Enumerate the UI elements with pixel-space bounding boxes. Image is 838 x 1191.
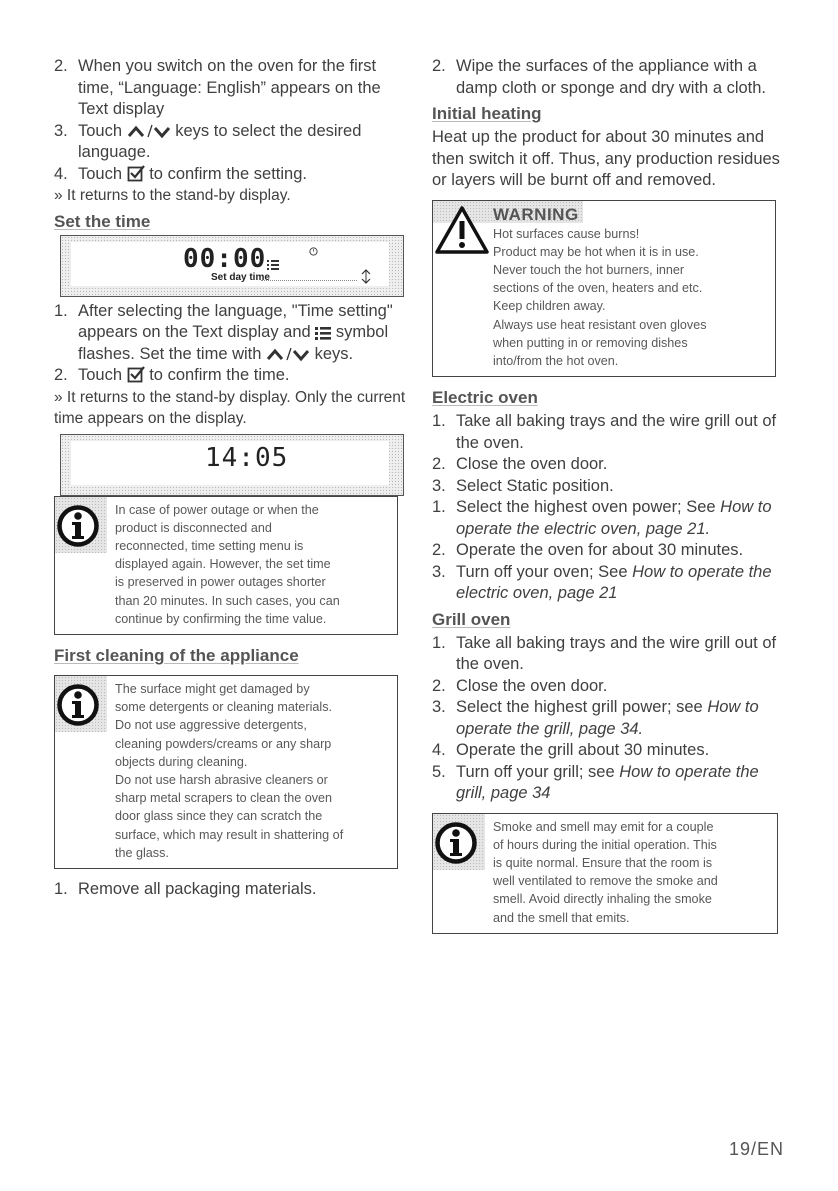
clean-step-2 [432,56,784,99]
step-text: Close the oven door. [456,676,608,695]
info-note-cleaning [54,675,398,869]
page-reference[interactable]: How to operate the electric oven, page 21 [456,562,772,603]
note-line: than 20 minutes. In such cases, you can [115,593,340,608]
warning-title: WARNING [493,204,579,224]
display-current-time [60,434,404,496]
electric-oven-heading: Electric oven [432,388,538,408]
note-line: well ventilated to remove the smoke and [493,874,718,889]
clock-icon [309,247,318,256]
grill-step [432,762,784,805]
step-text: Operate the grill about 30 minutes. [456,741,710,760]
grill-step [432,676,784,698]
electric-step [432,454,784,476]
info-note-smoke [432,813,778,934]
grill-step [432,633,784,676]
right-column [432,56,784,944]
step-text-pre: Touch [78,121,123,140]
info-icon [57,505,99,547]
warning-line: when putting in or removing dishes [493,335,688,350]
note-line: The surface might get damaged by [115,681,310,696]
warning-line: Keep children away. [493,299,606,314]
display-time-readout: 00:00 [183,243,267,274]
first-cleaning-heading: First cleaning of the appliance [54,645,299,665]
step-number: 1. [54,301,68,320]
display-screen [71,441,389,485]
step-number: 1. [432,633,446,652]
step-text-post: to confirm the setting. [149,164,307,183]
info-icon [57,684,99,726]
set-time-heading: Set the time [54,211,151,231]
note-line: Do not use aggressive detergents, [115,718,307,733]
note-line: some detergents or cleaning materials. [115,700,333,715]
step-number: 1. [432,498,446,517]
step-text: Take all baking trays and the wire grill out of the oven. [456,633,777,674]
electric-step [432,562,784,605]
step-number: 1. [54,879,68,898]
set-result: » It returns to the stand-by display. Only the current time appears on the display. [54,388,406,427]
note-line: door glass since they can scratch the [115,809,323,824]
step-number: 2. [432,57,446,75]
step-text-post: to confirm the time. [149,366,290,384]
note-line: Do not use harsh abrasive cleaners or [115,772,328,787]
up-down-keys-icon [266,346,310,362]
note-line: In case of power outage or when the [115,502,319,517]
page-reference[interactable]: How to operate the grill, page 34 [456,762,759,803]
warning-line: Product may be hot when it is in use. [493,244,699,259]
initial-heating-heading: Initial heating [432,104,542,123]
initial-heating-text: Heat up the product for about 30 minutes and then switch it off. Thus, any production residues or layers will be burnt off and removed. [432,128,780,189]
step-text: Select the highest oven power; See [456,498,721,517]
step-number: 3. [54,121,68,140]
electric-step [432,476,784,498]
note-line: reconnected, time setting menu is [115,538,304,553]
step-text: Operate the oven for about 30 minutes. [456,541,744,560]
step-number: 2. [54,366,68,384]
note-line: is quite normal. Ensure that the room is [493,856,713,871]
display-time-readout: 14:05 [205,442,289,473]
electric-step [432,540,784,562]
warning-line: sections of the oven, heaters and etc. [493,281,703,296]
page-reference[interactable]: How to operate the electric oven, page 21. [456,498,772,538]
step-number: 4. [54,164,68,183]
up-down-arrow-icon [361,269,371,284]
step-text-pre: Touch [78,366,123,384]
step-number: 5. [432,762,446,781]
note-line: and the smell that emits. [493,910,630,925]
step-text: Select Static position. [456,476,614,495]
step-text-post: keys to select the desired language. [78,121,362,161]
step-text: Remove all packaging materials. [78,879,317,898]
note-line: Smoke and smell may emit for a couple [493,819,714,834]
step-number: 2. [432,455,446,474]
note-line: objects during cleaning. [115,754,248,769]
page-number: 19/EN [728,1139,784,1159]
warning-line: into/from the hot oven. [493,353,619,368]
step-text-pre: Touch [78,164,123,183]
intro-step-3 [54,121,412,164]
warning-line: Hot surfaces cause burns! [493,226,640,241]
warning-line: Always use heat resistant oven gloves [493,317,707,332]
step-text-a: After selecting the language, "Time setting" appears on the Text display and [78,301,393,341]
list-symbol-icon [267,260,279,270]
step-number: 3. [432,476,446,495]
intro-result: » It returns to the stand-by display. [54,187,291,204]
step-number: 4. [432,741,446,760]
note-line: of hours during the initial operation. This [493,837,717,852]
list-symbol-icon [315,326,331,340]
step-text: Take all baking trays and the wire grill out of the oven. [456,412,777,452]
note-line: continue by confirming the time value. [115,611,327,626]
info-icon [435,822,477,864]
step-text: Close the oven door. [456,455,608,474]
grill-step [432,740,784,762]
up-down-keys-icon [127,123,171,139]
note-line: is preserved in power outages shorter [115,575,326,590]
left-column [54,56,412,900]
warning-line: Never touch the hot burners, inner [493,262,685,277]
set-step-2 [54,365,412,387]
step-number: 3. [432,562,446,581]
confirm-key-icon [127,366,145,383]
page-reference[interactable]: How to operate the grill, page 34. [456,698,759,738]
note-line: product is disconnected and [115,520,272,535]
display-dotted-rule [261,280,357,281]
display-screen [71,242,389,286]
display-set-time [60,235,404,297]
step-text: Turn off your grill; see [456,762,620,781]
display-sub-label: Set day time [211,271,270,283]
note-line: sharp metal scrapers to clean the oven [115,791,333,806]
info-note-power-outage [54,496,398,635]
note-line: cleaning powders/creams or any sharp [115,736,332,751]
intro-step-2 [54,56,412,121]
electric-step [432,497,784,540]
step-number: 2. [432,541,446,560]
note-line: surface, which may result in shattering of [115,827,344,842]
step-text: Wipe the surfaces of the appliance with a damp cloth or sponge and dry with a cloth. [456,57,767,97]
note-line: displayed again. However, the set time [115,557,331,572]
warning-box [432,200,776,378]
step-number: 2. [54,57,68,75]
step-text-c: keys. [314,344,354,363]
grill-oven-heading: Grill oven [432,609,511,629]
clean-step-1 [54,879,412,901]
step-text-b: symbol flashes. Set the time with [78,323,389,363]
set-step-1 [54,301,412,366]
step-number: 3. [432,698,446,717]
confirm-key-icon [127,165,145,182]
note-line: smell. Avoid directly inhaling the smoke [493,892,712,907]
step-number: 2. [432,676,446,695]
step-text: When you switch on the oven for the first time, “Language: English” appears on the Text display [78,57,381,118]
note-line: the glass. [115,845,169,860]
intro-step-4 [54,164,412,186]
grill-step [432,697,784,740]
electric-step [432,411,784,454]
step-text: Turn off your oven; See [456,562,633,581]
step-number: 1. [432,412,446,431]
step-text: Select the highest grill power; see [456,698,708,717]
